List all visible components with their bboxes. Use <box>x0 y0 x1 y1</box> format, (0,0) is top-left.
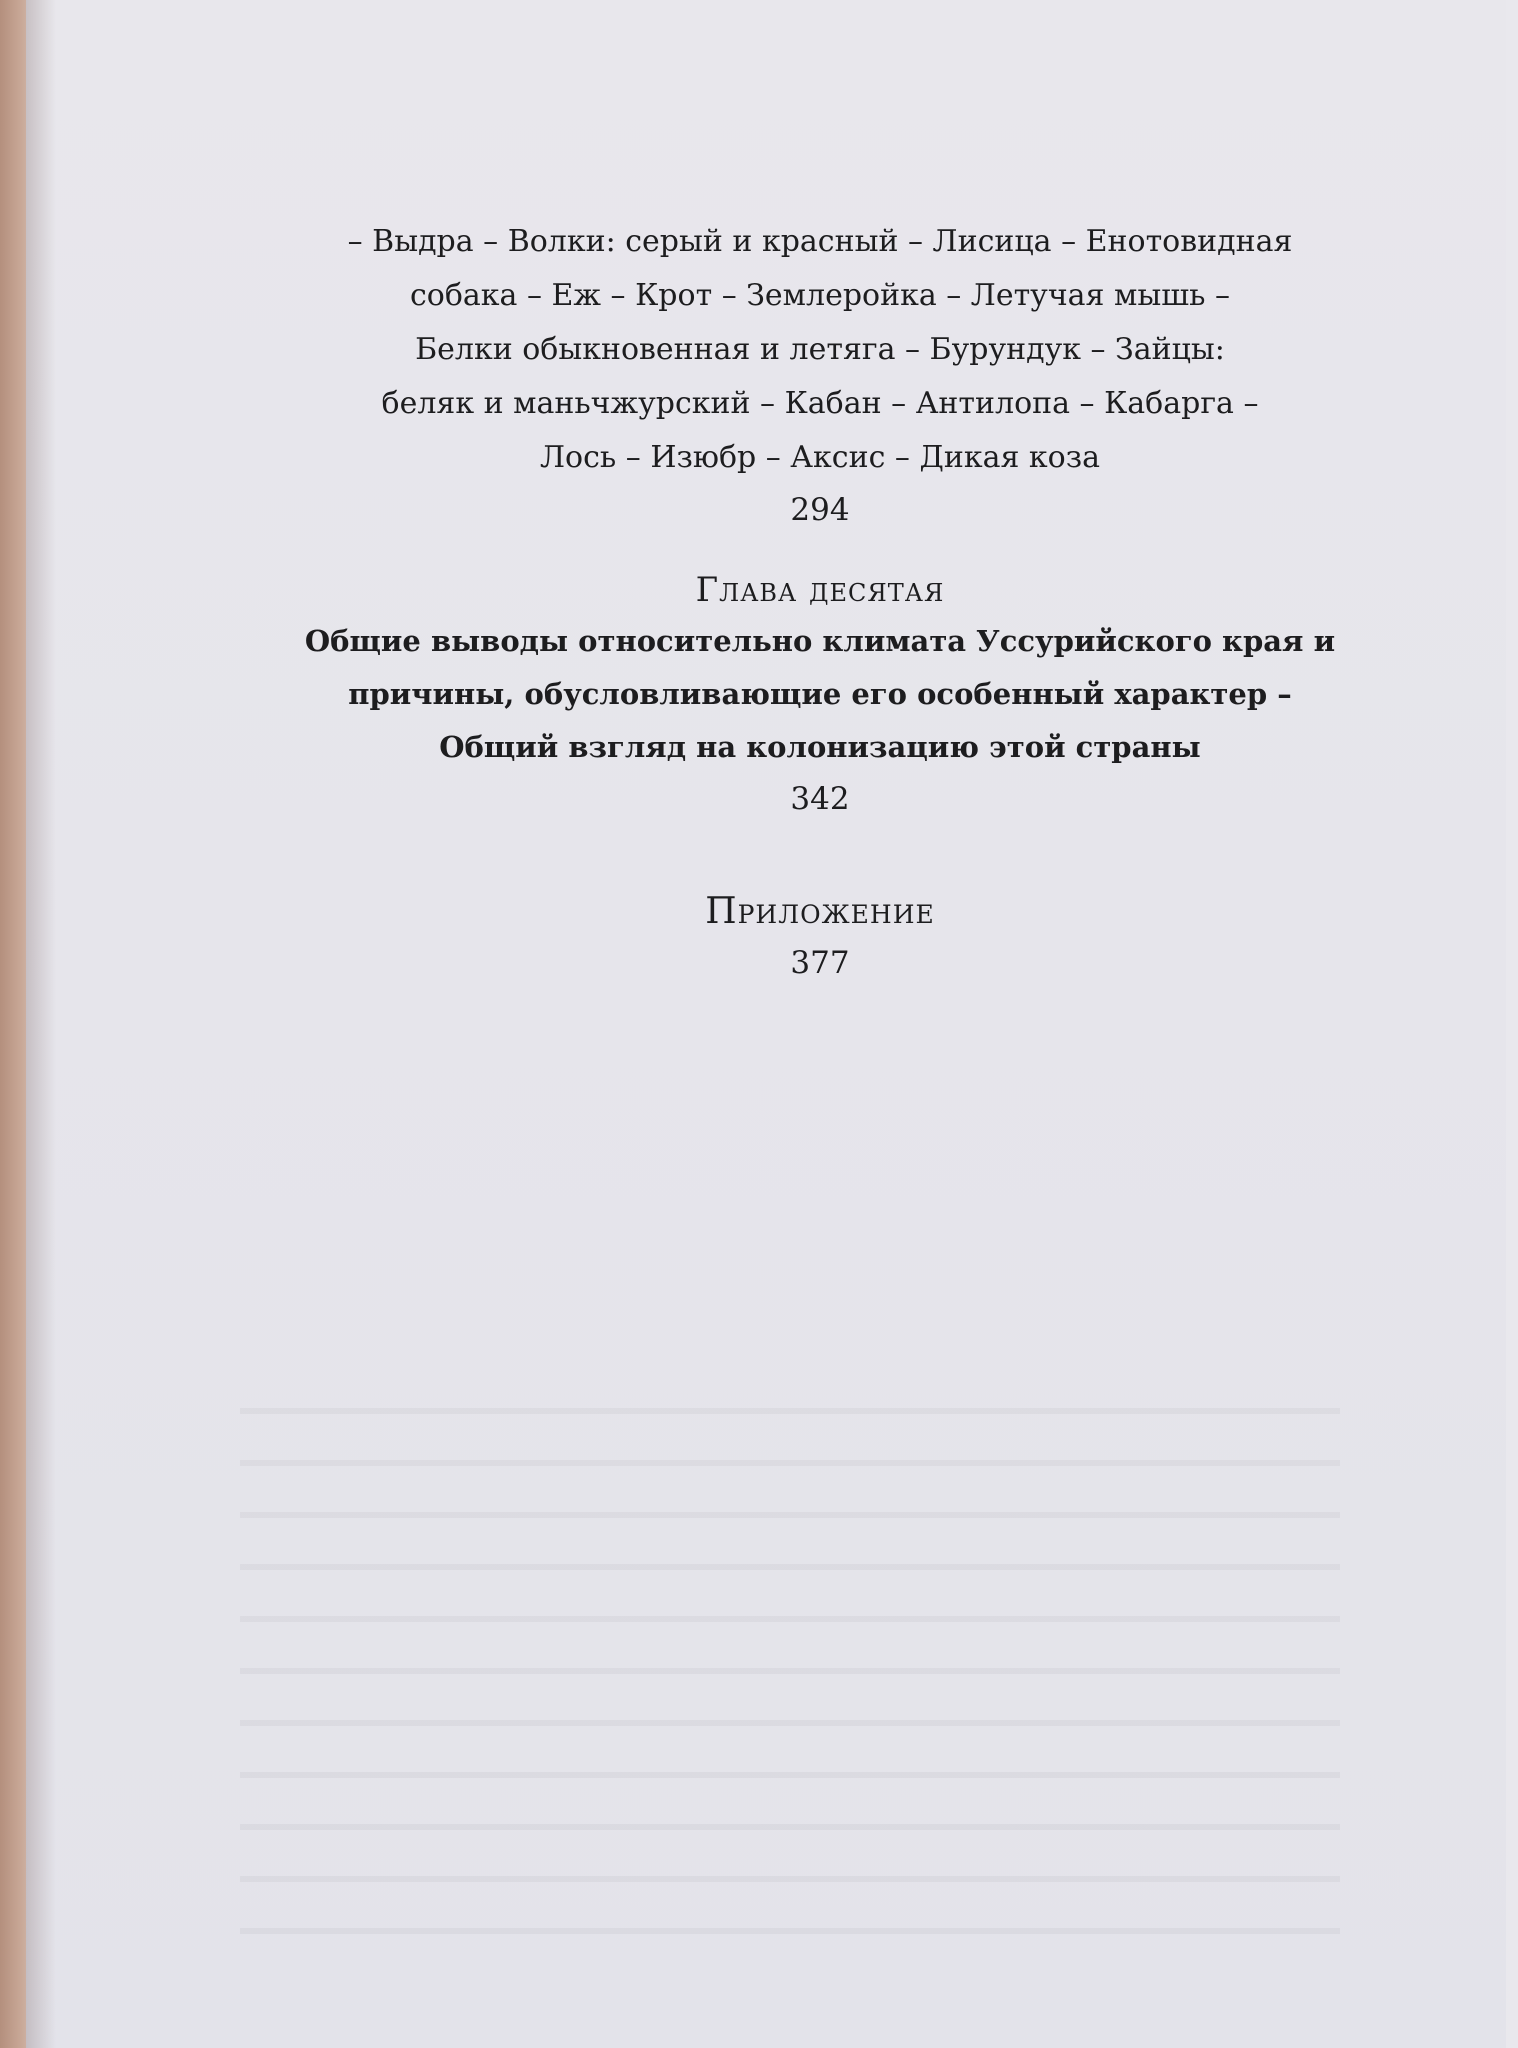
toc-line: беляк и маньчжурский – Кабан – Антилопа – Кабарга – <box>381 386 1259 421</box>
toc-page-number: 294 <box>790 492 850 528</box>
toc-page-number: 377 <box>790 945 850 981</box>
toc-line: Общий взгляд на колонизацию этой страны <box>439 730 1201 764</box>
toc-entry-text <box>260 215 1380 485</box>
page-edge-shadow <box>26 0 56 2048</box>
toc-line: – Выдра – Волки: серый и красный – Лисица – Енотовидная <box>347 224 1293 259</box>
toc-page-number: 342 <box>790 781 850 817</box>
table-of-contents <box>260 215 1380 988</box>
toc-appendix <box>260 886 1380 988</box>
chapter-title: Глава десятая <box>695 570 945 610</box>
toc-line: Общие выводы относительно климата Уссурийского края и <box>304 624 1336 658</box>
toc-line: Белки обыкновенная и летяга – Бурундук – Зайцы: <box>415 332 1225 367</box>
appendix-title: Приложение <box>705 891 935 932</box>
toc-line: причины, обусловливающие его особенный характер – <box>348 677 1292 711</box>
toc-entry-animals <box>260 215 1380 535</box>
show-through-text <box>240 1380 1340 1980</box>
toc-line: Лось – Изюбр – Аксис – Дикая коза <box>540 440 1100 475</box>
toc-chapter-ten <box>260 565 1380 824</box>
chapter-summary <box>260 615 1380 774</box>
toc-line: собака – Еж – Крот – Землеройка – Летучая мышь – <box>410 278 1230 313</box>
